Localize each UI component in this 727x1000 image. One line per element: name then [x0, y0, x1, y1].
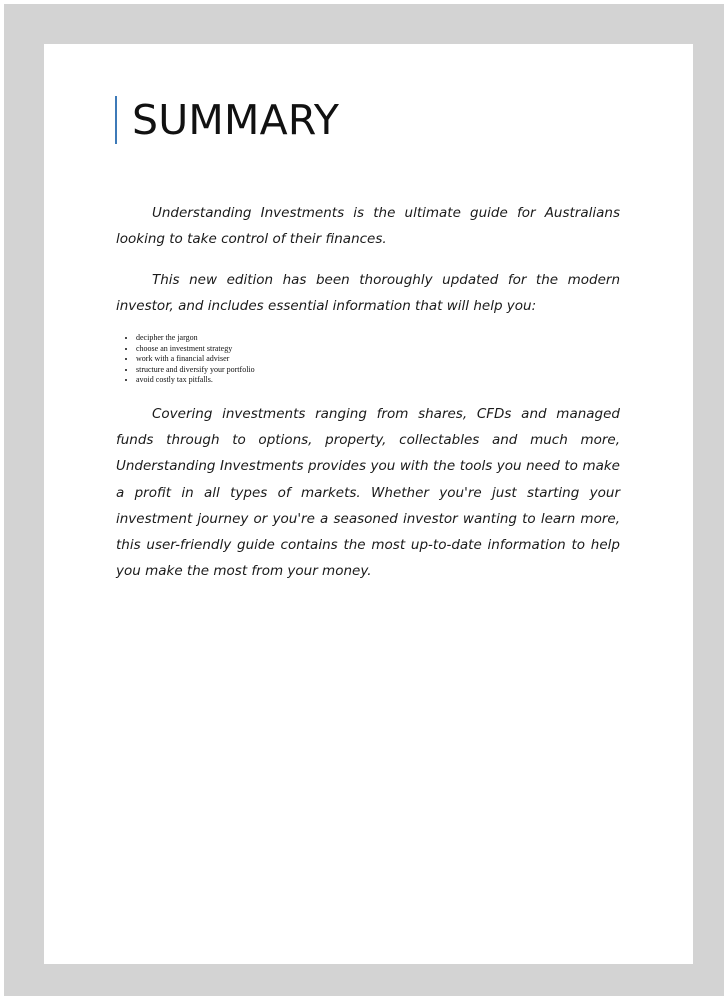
list-item: • structure and diversify your portfolio [136, 365, 255, 376]
page-background [4, 4, 724, 996]
benefits-list [124, 333, 255, 386]
details-paragraph: Covering investments ranging from shares, CFDs and managed funds through to options, property, collectables and much more, Understanding Investments provides you with the tools you need to make a profit in all types of markets. Whether you're just starting your investment journey or you're a seasoned investor wanting to learn more, this user-friendly guide contains the most up-to-date information to help you make the most from your money. [116, 406, 620, 580]
document-page [44, 44, 693, 964]
title-block [115, 96, 339, 144]
list-item: • work with a financial adviser [136, 354, 255, 365]
list-item: • decipher the jargon [136, 333, 255, 344]
features-paragraph: This new edition has been thoroughly updated for the modern investor, and includes essential information that will help you: [116, 272, 620, 315]
page-title: SUMMARY [132, 96, 340, 144]
intro-paragraph: Understanding Investments is the ultimate guide for Australians looking to take control of their finances. [116, 205, 620, 248]
list-item: • choose an investment strategy [136, 344, 255, 355]
list-item: • avoid costly tax pitfalls. [136, 375, 255, 386]
